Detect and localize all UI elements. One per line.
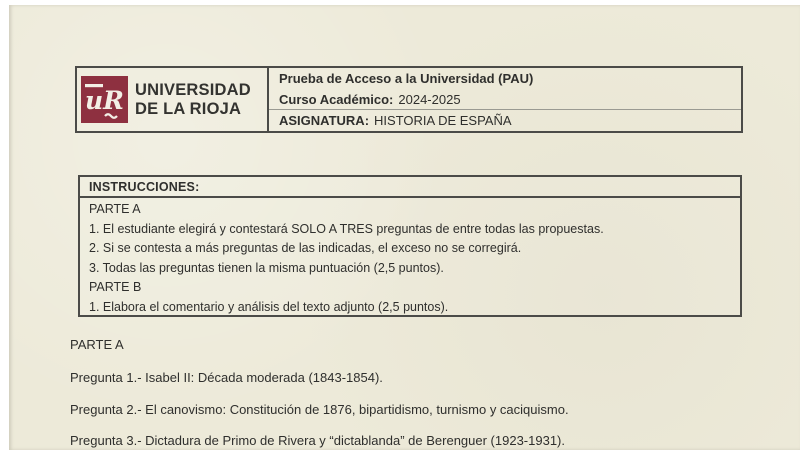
question-2: Pregunta 2.- El canovismo: Constitución de 1876, bipartidismo, turnismo y caciquismo. xyxy=(70,402,569,417)
university-brand xyxy=(77,68,269,131)
course-label: Curso Académico: xyxy=(279,91,394,107)
paper-sheet xyxy=(9,5,800,450)
instructions-line: PARTE B xyxy=(89,280,142,295)
university-name xyxy=(135,81,251,119)
instructions-line: PARTE A xyxy=(89,202,141,216)
section-title-parte-a: PARTE A xyxy=(70,337,124,352)
course-value: 2024-2025 xyxy=(398,91,461,107)
university-logo-icon xyxy=(81,76,128,123)
header-table xyxy=(75,66,743,133)
instructions-box xyxy=(78,175,742,317)
subject-label: ASIGNATURA: xyxy=(279,113,370,129)
instructions-body xyxy=(80,198,740,318)
instructions-line: 1. El estudiante elegirá y contestará SOLO A TRES preguntas de entre todas las propuestas. xyxy=(89,221,604,236)
university-name-line2: DE LA RIOJA xyxy=(135,99,242,118)
subject-value: HISTORIA DE ESPAÑA xyxy=(374,113,512,129)
subject-row xyxy=(269,109,741,131)
exam-title: Prueba de Acceso a la Universidad (PAU) xyxy=(279,70,534,86)
logo-monogram: uR xyxy=(85,86,124,115)
instructions-line: 3. Todas las preguntas tienen la misma puntuación (2,5 puntos). xyxy=(89,260,444,275)
instructions-title: INSTRUCCIONES: xyxy=(80,177,740,198)
question-3: Pregunta 3.- Dictadura de Primo de Rivera y “dictablanda” de Berenguer (1923-1931). xyxy=(70,433,565,448)
instructions-line: 1. Elabora el comentario y análisis del texto adjunto (2,5 puntos). xyxy=(89,299,449,314)
university-name-line1: UNIVERSIDAD xyxy=(135,80,251,99)
instructions-line: 2. Si se contesta a más preguntas de las indicadas, el exceso no se corregirá. xyxy=(89,241,522,256)
question-1: Pregunta 1.- Isabel II: Década moderada (1843-1854). xyxy=(70,370,383,385)
header-exam-info xyxy=(269,68,741,131)
course-row xyxy=(269,89,741,110)
